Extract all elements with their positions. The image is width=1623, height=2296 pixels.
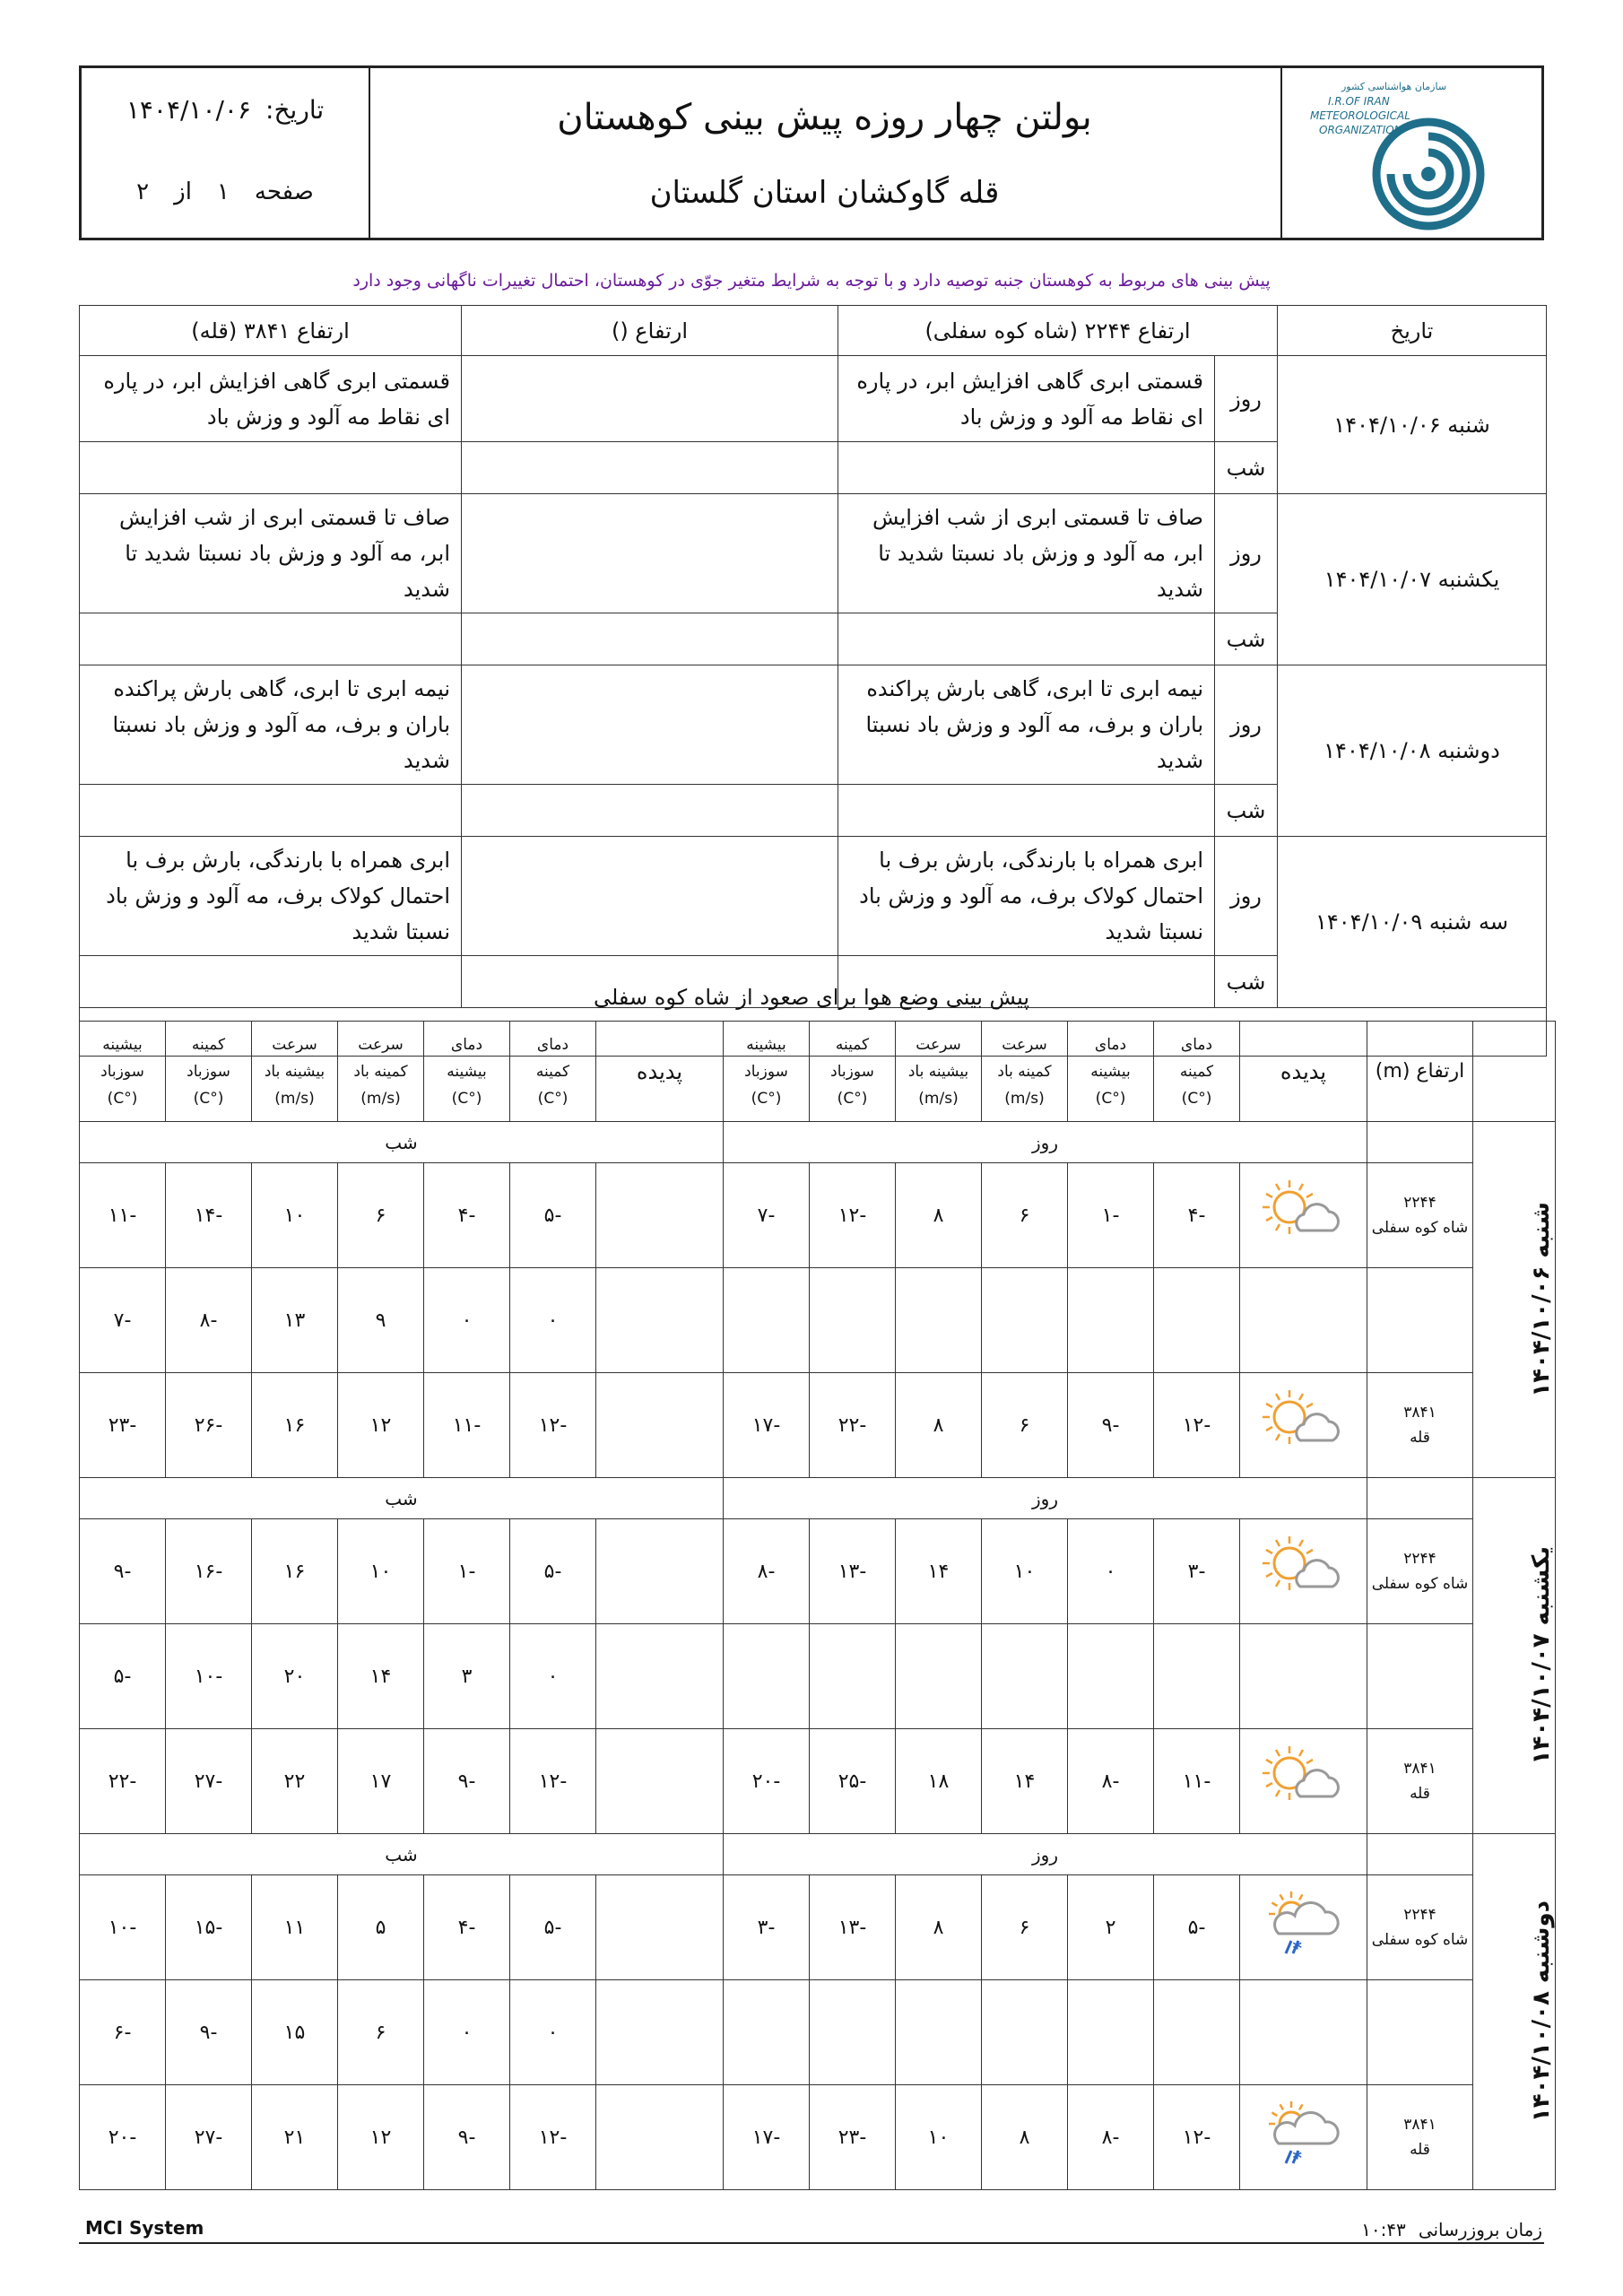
station-name: قله [1410,1429,1430,1447]
day-label: روز [1215,356,1278,442]
day-value: -۵ [1154,1875,1240,1980]
night-value: -۷ [80,1268,166,1373]
station-name: شاه کوه سفلی [1371,1219,1469,1237]
altitude-cell [1367,1729,1473,1834]
summary-desc-high: صاف تا قسمتی ابری از شب افزایش ابر، مه آلود و وزش باد نسبتا شدید تا شدید [80,494,462,613]
h-wmax-day: سرعت بیشینه باد (m/s) [896,1022,982,1122]
night-value: ۱۲ [338,1373,424,1478]
sun-cloud-icon [1261,1231,1347,1254]
night-value: ۱۵ [252,1980,338,2085]
day-label: روز [1215,837,1278,956]
logo-text-fa: سازمان هواشناسی کشور [1341,81,1447,92]
day-value: ۱۰ [896,2085,982,2190]
day-value [1154,1980,1240,2085]
phenomenon-night [596,1163,724,1268]
night-value: -۱۵ [166,1875,252,1980]
h-wmax-night: سرعت بیشینه باد (m/s) [252,1022,338,1122]
day-value [1068,1624,1154,1729]
climb-date-label: شنبه ۱۴۰۴/۱۰/۰۶ [1528,1202,1555,1397]
day-value: -۱۱ [1154,1729,1240,1834]
night-value: -۴ [424,1163,510,1268]
summary-desc-low: صاف تا قسمتی ابری از شب افزایش ابر، مه آلود و وزش باد نسبتا شدید تا شدید [838,494,1215,613]
day-value [896,1624,982,1729]
day-value [810,1980,896,2085]
altitude-cell [1367,1373,1473,1478]
phenomenon-day [1240,1373,1367,1478]
sun-cloud-icon [1261,1587,1347,1610]
page-of: از [174,178,192,205]
day-value: ۱۴ [982,1729,1068,1834]
logo-text-1: I.R.OF IRAN [1328,95,1390,108]
date-value: ۱۴۰۴/۱۰/۰۶ [126,94,252,125]
h-phen-day: پدیده [1240,1022,1367,1122]
day-value: ۲ [1068,1875,1154,1980]
night-value: -۱۱ [80,1163,166,1268]
night-value: -۹ [80,1519,166,1624]
altitude-cell [1367,1163,1473,1268]
night-label: شب [1215,613,1278,665]
night-value: ۲۱ [252,2085,338,2190]
page-block [91,167,360,217]
altitude-value: ۲۲۴۴ [1403,1194,1436,1212]
night-section-label: شب [80,1834,724,1875]
altitude-value: ۲۲۴۴ [1403,1550,1436,1568]
summary-night-high [80,613,462,665]
day-value: -۱۲ [810,1163,896,1268]
night-value: -۲۲ [80,1729,166,1834]
phenomenon-night [596,1268,724,1373]
day-value [982,1624,1068,1729]
night-value: ۱۴ [338,1624,424,1729]
night-value: -۲۷ [166,2085,252,2190]
h-smin-day: کمینه سوزباد (°C) [810,1022,896,1122]
night-value: -۴ [424,1875,510,1980]
altitude-cell [1367,1624,1473,1729]
station-name: شاه کوه سفلی [1371,1575,1469,1593]
climb-date [1473,1478,1556,1834]
h-wmin-night: سرعت کمینه باد (m/s) [338,1022,424,1122]
phenomenon-day [1240,1624,1367,1729]
day-value: -۸ [1068,1729,1154,1834]
day-value: -۸ [1068,2085,1154,2190]
summary-table [79,305,1547,1057]
night-value: -۱۰ [80,1875,166,1980]
summary-date: یکشنبه ۱۴۰۴/۱۰/۰۷ [1278,494,1547,665]
phenomenon-night [596,1729,724,1834]
night-value: ۰ [510,1980,596,2085]
climb-date-label: دوشنبه ۱۴۰۴/۱۰/۰۸ [1528,1900,1555,2123]
footer-system: MCI System [85,2217,204,2239]
climb-title: پیش بینی وضع هوا برای صعود از شاه کوه سفلی [593,985,1030,1010]
day-value [810,1624,896,1729]
h-tmin-night: دمای کمینه (°C) [510,1022,596,1122]
climb-table [79,1021,1556,2190]
day-value: ۶ [982,1373,1068,1478]
night-value: ۰ [424,1980,510,2085]
phenomenon-night [596,1519,724,1624]
night-value: -۸ [166,1268,252,1373]
day-value: ۸ [896,1875,982,1980]
sun-cloud-icon [1261,1797,1347,1820]
svg-text:*: * [1292,2147,1302,2169]
night-value: ۶ [338,1980,424,2085]
night-value: -۵ [510,1519,596,1624]
sun-cloud-icon [1261,1441,1347,1464]
day-value: ۱۸ [896,1729,982,1834]
station-name: شاه کوه سفلی [1371,1931,1469,1949]
day-value [1154,1624,1240,1729]
day-label: روز [1215,665,1278,785]
col-alt2: ارتفاع () [462,306,838,356]
night-value: -۲۶ [166,1373,252,1478]
day-value: -۱۲ [1154,2085,1240,2190]
climb-date [1473,1834,1556,2190]
night-label: شب [1215,785,1278,837]
footer-divider [79,2242,1544,2244]
h-tmax-night: دمای بیشینه (°C) [424,1022,510,1122]
summary-desc-mid [462,837,838,956]
night-value: ۱۰ [338,1519,424,1624]
day-value: -۳ [1154,1519,1240,1624]
day-value: -۷ [724,1163,810,1268]
day-value: -۲۰ [724,1729,810,1834]
night-value: ۰ [510,1268,596,1373]
day-value: -۲۵ [810,1729,896,1834]
night-value: ۱۲ [338,2085,424,2190]
h-blank [1473,1022,1556,1122]
h-tmin-day: دمای کمینه (°C) [1154,1022,1240,1122]
day-value: ۰ [1068,1519,1154,1624]
day-value: -۱۳ [810,1519,896,1624]
altitude-value: ۲۲۴۴ [1403,1906,1436,1924]
station-name: قله [1410,1785,1430,1803]
phenomenon-day [1240,1729,1367,1834]
phenomenon-day [1240,1163,1367,1268]
climb-date-label: یکشنبه ۱۴۰۴/۱۰/۰۷ [1528,1546,1555,1765]
cloud-snow-icon [1261,2147,1347,2176]
summary-desc-mid [462,494,838,613]
summary-night-mid [462,785,838,837]
alt-label-blank [1367,1834,1473,1875]
page-total: ۲ [136,178,150,205]
day-label: روز [1215,494,1278,613]
night-value: ۱۰ [252,1163,338,1268]
night-value: -۶ [80,1980,166,2085]
night-value: -۱ [424,1519,510,1624]
day-value: ۸ [896,1163,982,1268]
night-value: -۲۳ [80,1373,166,1478]
day-section-label: روز [724,1834,1367,1875]
day-value: -۲۲ [810,1373,896,1478]
day-value: -۱۳ [810,1875,896,1980]
day-value [896,1268,982,1373]
summary-night-high [80,442,462,494]
night-value: -۹ [424,2085,510,2190]
page-title: بولتن چهار روزه پیش بینی کوهستان [557,97,1092,138]
h-smax-night: بیشینه سوزباد (°C) [80,1022,166,1122]
day-value: -۱۷ [724,2085,810,2190]
update-time: ۱۰:۴۳ [1361,2219,1406,2240]
night-value: ۹ [338,1268,424,1373]
col-alt3: ارتفاع ۳۸۴۱ (قله) [80,306,462,356]
phenomenon-night [596,1373,724,1478]
col-alt1: ارتفاع ۲۲۴۴ (شاه کوه سفلی) [838,306,1278,356]
logo-text-2: METEOROLOGICAL [1310,109,1410,122]
night-value: -۱۴ [166,1163,252,1268]
logo [1292,75,1541,235]
day-value: -۸ [724,1519,810,1624]
night-value: -۲۰ [80,2085,166,2190]
phenomenon-day [1240,2085,1367,2190]
station-name: قله [1410,2141,1430,2159]
date-label: تاریخ: [265,94,325,125]
update-label: زمان بروزرسانی [1418,2219,1542,2240]
summary-desc-low: نیمه ابری تا ابری، گاهی بارش پراکنده باران و برف، مه آلود و وزش باد نسبتا شدید [838,665,1215,785]
day-value: -۲۳ [810,2085,896,2190]
day-value [982,1268,1068,1373]
day-section-label: روز [724,1478,1367,1519]
summary-desc-mid [462,356,838,442]
date-block [91,84,360,135]
phenomenon-night [596,1980,724,2085]
phenomenon-day [1240,1875,1367,1980]
h-tmax-day: دمای بیشینه (°C) [1068,1022,1154,1122]
h-smin-night: کمینه سوزباد (°C) [166,1022,252,1122]
day-value: ۸ [896,1373,982,1478]
summary-night-low [838,785,1215,837]
day-value: ۱۴ [896,1519,982,1624]
footer-update [1361,2219,1542,2240]
night-value: -۱۱ [424,1373,510,1478]
night-value: ۱۷ [338,1729,424,1834]
summary-desc-low: قسمتی ابری گاهی افزایش ابر، در پاره ای نقاط مه آلود و وزش باد [838,356,1215,442]
altitude-cell [1367,1268,1473,1373]
night-value: -۵ [80,1624,166,1729]
day-value: ۶ [982,1163,1068,1268]
night-label: شب [1215,956,1278,1008]
night-value: ۳ [424,1624,510,1729]
summary-date: شنبه ۱۴۰۴/۱۰/۰۶ [1278,356,1547,494]
night-value: -۵ [510,1875,596,1980]
day-value: -۳ [724,1875,810,1980]
night-value: ۰ [510,1624,596,1729]
phenomenon-night [596,2085,724,2190]
day-value [1154,1268,1240,1373]
night-value: -۱۲ [510,1373,596,1478]
header-box [79,65,1544,240]
day-value: -۱۷ [724,1373,810,1478]
night-value: -۱۲ [510,1729,596,1834]
h-wmin-day: سرعت کمینه باد (m/s) [982,1022,1068,1122]
phenomenon-night [596,1624,724,1729]
night-value: ۱۳ [252,1268,338,1373]
night-value: -۱۶ [166,1519,252,1624]
day-value: -۹ [1068,1373,1154,1478]
night-value: ۱۶ [252,1519,338,1624]
notice-text: پیش بینی های مربوط به کوهستان جنبه توصیه دارد و با توجه به شرایط متغیر جوّی در کوهستان، احتمال تغییرات ناگهانی وجود دارد [352,271,1271,291]
altitude-cell [1367,2085,1473,2190]
night-value: -۱۲ [510,2085,596,2190]
day-value: -۱ [1068,1163,1154,1268]
h-alt: ارتفاع (m) [1367,1022,1473,1122]
night-value: ۵ [338,1875,424,1980]
svg-text:*: * [1292,1937,1302,1959]
night-value: -۹ [424,1729,510,1834]
night-value: -۱۰ [166,1624,252,1729]
h-smax-day: بیشینه سوزباد (°C) [724,1022,810,1122]
night-value: ۱۱ [252,1875,338,1980]
night-section-label: شب [80,1122,724,1163]
night-value: ۰ [424,1268,510,1373]
summary-night-high [80,785,462,837]
summary-date: سه شنبه ۱۴۰۴/۱۰/۰۹ [1278,837,1547,1008]
climb-date [1473,1122,1556,1478]
altitude-value: ۳۸۴۱ [1403,1760,1436,1778]
summary-desc-high: نیمه ابری تا ابری، گاهی بارش پراکنده باران و برف، مه آلود و وزش باد نسبتا شدید [80,665,462,785]
day-value [724,1268,810,1373]
cloud-snow-icon [1261,1937,1347,1966]
page-label: صفحه [254,178,314,205]
day-value: -۴ [1154,1163,1240,1268]
day-value [724,1624,810,1729]
alt-label-blank [1367,1478,1473,1519]
altitude-cell [1367,1875,1473,1980]
day-value [896,1980,982,2085]
day-value [1068,1268,1154,1373]
phenomenon-day [1240,1519,1367,1624]
altitude-cell [1367,1980,1473,2085]
alt-label-blank [1367,1122,1473,1163]
day-section-label: روز [724,1122,1367,1163]
day-value: ۸ [982,2085,1068,2190]
logo-text-3: ORGANIZATION [1319,124,1402,136]
summary-desc-high: قسمتی ابری گاهی افزایش ابر، در پاره ای نقاط مه آلود و وزش باد [80,356,462,442]
summary-desc-low: ابری همراه با بارندگی، بارش برف با احتمال کولاک برف، مه آلود و وزش باد نسبتا شدید [838,837,1215,956]
summary-night-mid [462,442,838,494]
summary-desc-mid [462,665,838,785]
night-value: -۹ [166,1980,252,2085]
night-value: ۲۰ [252,1624,338,1729]
night-value: ۱۶ [252,1373,338,1478]
altitude-cell [1367,1519,1473,1624]
phenomenon-day [1240,1268,1367,1373]
day-value [1068,1980,1154,2085]
day-value: ۱۰ [982,1519,1068,1624]
phenomenon-night [596,1875,724,1980]
summary-date: دوشنبه ۱۴۰۴/۱۰/۰۸ [1278,665,1547,837]
page-num: ۱ [216,178,230,205]
col-date: تاریخ [1278,306,1547,356]
day-value [982,1980,1068,2085]
h-phen-night: پدیده [596,1022,724,1122]
day-value: ۶ [982,1875,1068,1980]
night-value: ۲۲ [252,1729,338,1834]
day-value [810,1268,896,1373]
summary-night-low [838,613,1215,665]
night-value: ۶ [338,1163,424,1268]
altitude-value: ۳۸۴۱ [1403,2116,1436,2134]
day-value [724,1980,810,2085]
night-section-label: شب [80,1478,724,1519]
phenomenon-day [1240,1980,1367,2085]
summary-desc-high: ابری همراه با بارندگی، بارش برف با احتمال کولاک برف، مه آلود و وزش باد نسبتا شدید [80,837,462,956]
page-subtitle: قله گاوکشان استان گلستان [649,175,1000,211]
night-value: -۲۷ [166,1729,252,1834]
night-label: شب [1215,442,1278,494]
day-value: -۱۲ [1154,1373,1240,1478]
night-value: -۵ [510,1163,596,1268]
altitude-value: ۳۸۴۱ [1403,1404,1436,1422]
summary-night-low [838,442,1215,494]
summary-night-mid [462,613,838,665]
